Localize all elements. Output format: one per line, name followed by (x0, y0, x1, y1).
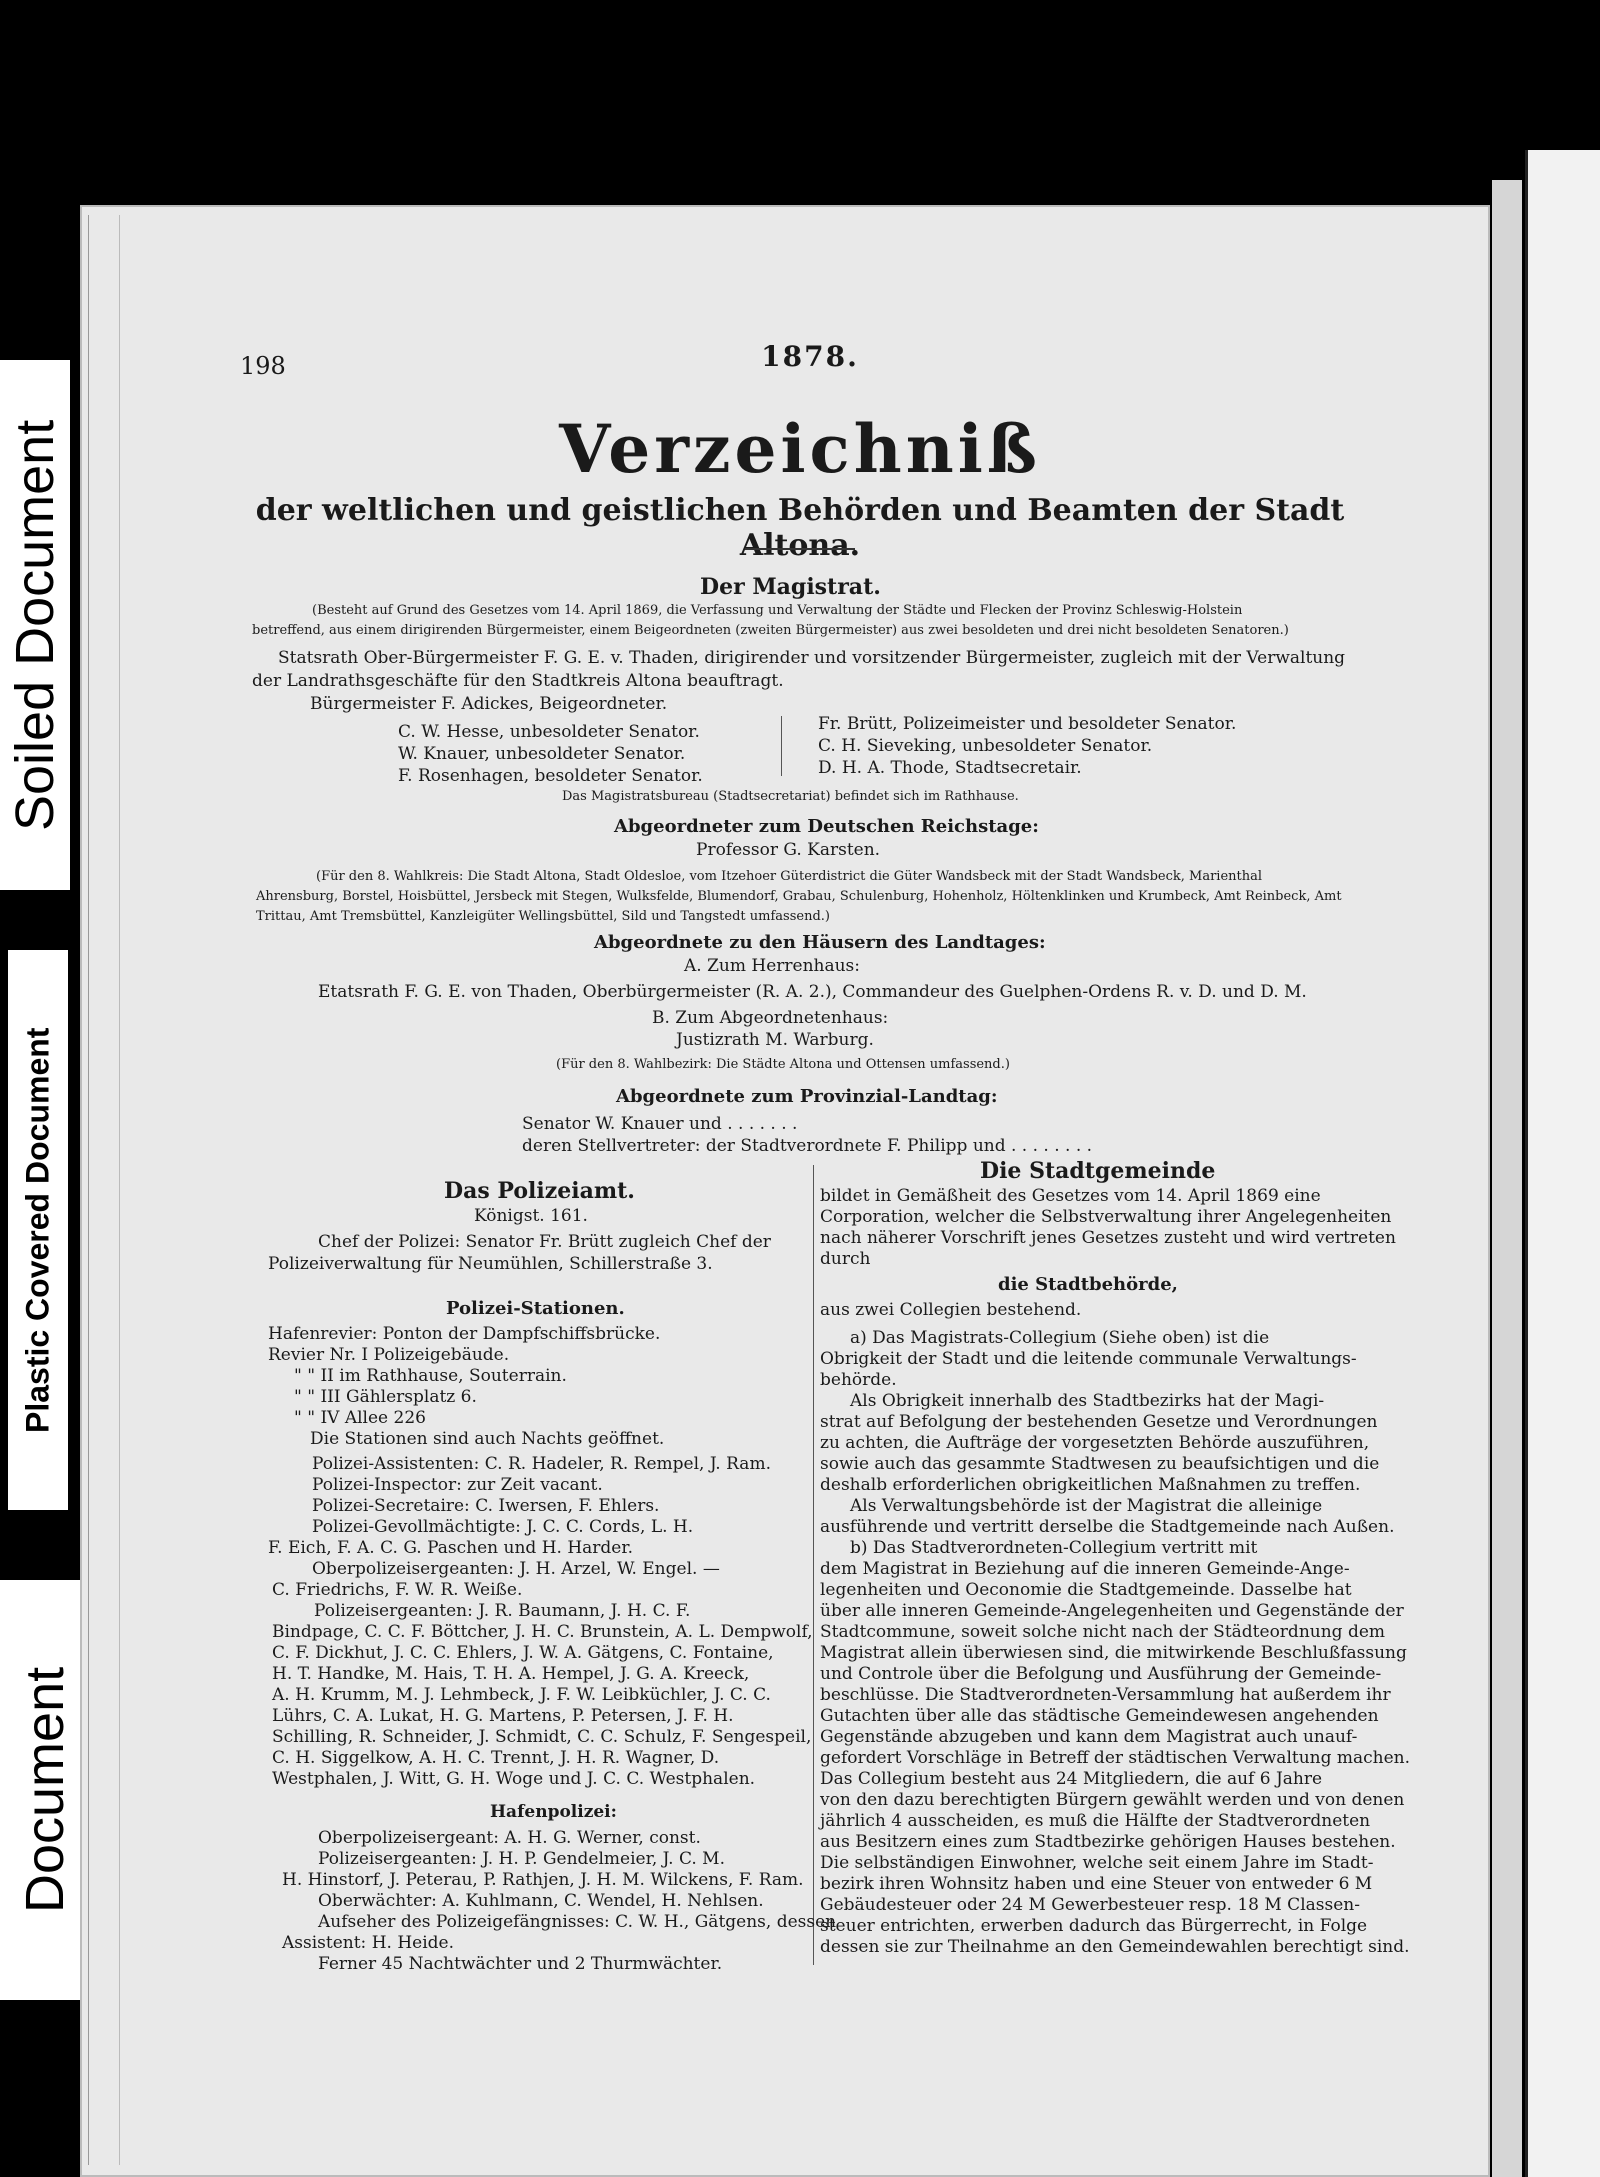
stadt-body-line: beschlüsse. Die Stadtverordneten-Versammlung hat außerdem ihr (820, 1685, 1391, 1705)
staff-10: C. F. Dickhut, J. C. C. Ehlers, J. W. A. Gätgens, C. Fontaine, (272, 1643, 774, 1663)
stadt-body-line: b) Das Stadtverordneten-Collegium vertritt mit (850, 1538, 1258, 1558)
hafenpolizei-heading: Hafenpolizei: (490, 1802, 617, 1822)
stadt-intro-1: bildet in Gemäßheit des Gesetzes vom 14. April 1869 eine (820, 1186, 1321, 1206)
stadt-body-line: Als Verwaltungsbehörde ist der Magistrat die alleinige (850, 1496, 1323, 1516)
staff-2: Polizei-Inspector: zur Zeit vacant. (312, 1475, 603, 1495)
staff-13: Lührs, C. A. Lukat, H. G. Martens, P. Petersen, J. F. H. (272, 1706, 734, 1726)
senator-right-3: D. H. A. Thode, Stadtsecretair. (818, 758, 1082, 778)
landtag-b-name: Justizrath M. Warburg. (676, 1030, 874, 1050)
stadt-intro-3: nach näherer Vorschrift jenes Gesetzes zusteht und wird vertreten (820, 1228, 1396, 1248)
stadt-body-line: behörde. (820, 1370, 897, 1390)
stadt-body-line: Stadtcommune, soweit solche nicht nach der Städteordnung dem (820, 1622, 1386, 1642)
senator-divider (781, 716, 782, 776)
stadt-body-line: a) Das Magistrats-Collegium (Siehe oben) ist die (850, 1328, 1270, 1348)
staff-16: Westphalen, J. Witt, G. H. Woge und J. C. C. Westphalen. (272, 1769, 756, 1789)
plastic-covered-label: Plastic Covered Document (8, 950, 68, 1510)
stadtbehoerde-heading: die Stadtbehörde, (998, 1274, 1178, 1295)
staff-8: Polizeisergeanten: J. R. Baumann, J. H. C. F. (314, 1601, 691, 1621)
magistrat-heading: Der Magistrat. (700, 574, 881, 600)
stadt-body-line: deshalb erforderlichen obrigkeitlichen Maßnahmen zu treffen. (820, 1475, 1361, 1495)
magistrat-note-1: (Besteht auf Grund des Gesetzes vom 14. April 1869, die Verfassung und Verwaltung der Städte und Flecken der Provinz Schleswig-Holstein (312, 603, 1243, 618)
stadt-body-line: dem Magistrat in Beziehung auf die inneren Gemeinde-Ange- (820, 1559, 1350, 1579)
facing-page (1525, 150, 1600, 2177)
reichstag-heading: Abgeordneter zum Deutschen Reichstage: (614, 816, 1039, 837)
senator-left-2: W. Knauer, unbesoldeter Senator. (398, 744, 686, 764)
stadt-body-line: jährlich 4 ausscheiden, es muß die Hälfte der Stadtverordneten (820, 1811, 1371, 1831)
senator-left-1: C. W. Hesse, unbesoldeter Senator. (398, 722, 700, 742)
magistrat-bureau: Das Magistratsbureau (Stadtsecretariat) befindet sich im Rathhause. (562, 789, 1019, 804)
staff-14: Schilling, R. Schneider, J. Schmidt, C. C. Schulz, F. Sengespeil, (272, 1727, 812, 1747)
stadt-body-line: Gegenstände abzugeben und kann dem Magistrat auch unauf- (820, 1727, 1358, 1747)
stadt-body-line: Die selbständigen Einwohner, welche seit einem Jahre im Stadt- (820, 1853, 1374, 1873)
station-2: Revier Nr. I Polizeigebäude. (268, 1345, 510, 1365)
provinzial-line-1: Senator W. Knauer und . . . . . . . (522, 1114, 798, 1134)
soiled-document-label: Soiled Document (0, 360, 70, 890)
stadt-body-line: Als Obrigkeit innerhalb des Stadtbezirks hat der Magi- (850, 1391, 1325, 1411)
polizeiamt-chef-1: Chef der Polizei: Senator Fr. Brütt zugleich Chef der (318, 1232, 771, 1252)
landtag-heading: Abgeordnete zu den Häusern des Landtages: (594, 932, 1046, 953)
station-3: " " II im Rathhause, Souterrain. (294, 1366, 567, 1386)
staff-9: Bindpage, C. C. F. Böttcher, J. H. C. Brunstein, A. L. Dempwolf, (272, 1622, 813, 1642)
year-heading: 1878. (761, 340, 859, 373)
landtag-note: (Für den 8. Wahlbezirk: Die Städte Altona und Ottensen umfassend.) (556, 1057, 1010, 1072)
station-6: Die Stationen sind auch Nachts geöffnet. (310, 1429, 665, 1449)
staff-3: Polizei-Secretaire: C. Iwersen, F. Ehlers. (312, 1496, 660, 1516)
stadt-body-line: Gutachten über alle das städtische Gemeindewesen angehenden (820, 1706, 1379, 1726)
magistrat-note-2: betreffend, aus einem dirigirenden Bürgermeister, einem Beigeordneten (zweiten Bürgermeister) aus zwei besoldeten und drei nicht besoldeten Senatoren.) (252, 623, 1289, 638)
stadt-body-line: und Controle über die Befolgung und Ausführung der Gemeinde- (820, 1664, 1382, 1684)
stadtbehoerde-intro: aus zwei Collegien bestehend. (820, 1300, 1082, 1320)
stadt-body-line: gefordert Vorschläge in Betreff der städtischen Verwaltung machen. (820, 1748, 1411, 1768)
hafen-3: H. Hinstorf, J. Peterau, P. Rathjen, J. H. M. Wilckens, F. Ram. (282, 1870, 804, 1890)
station-5: " " IV Allee 226 (294, 1408, 426, 1428)
staff-4: Polizei-Gevollmächtigte: J. C. C. Cords, L. H. (312, 1517, 694, 1537)
polizeiamt-address: Königst. 161. (474, 1206, 588, 1226)
stadt-body-line: von den dazu berechtigten Bürgern gewählt werden und von denen (820, 1790, 1405, 1810)
polizeiamt-heading: Das Polizeiamt. (444, 1178, 635, 1204)
senator-right-1: Fr. Brütt, Polizeimeister und besoldeter Senator. (818, 714, 1237, 734)
magistrat-line-1: Statsrath Ober-Bürgermeister F. G. E. v. Thaden, dirigirender und vorsitzender Bürgermeister, zugleich mit der Verwaltung (278, 648, 1346, 668)
stadt-intro-4: durch (820, 1249, 871, 1269)
hafen-2: Polizeisergeanten: J. H. P. Gendelmeier, J. C. M. (318, 1849, 725, 1869)
stadtgemeinde-heading: Die Stadtgemeinde (980, 1158, 1216, 1184)
stadt-body-line: bezirk ihren Wohnsitz haben und eine Steuer von entweder 6 M (820, 1874, 1373, 1894)
page-leaves (88, 215, 120, 2165)
staff-1: Polizei-Assistenten: C. R. Hadeler, R. Rempel, J. Ram. (312, 1454, 771, 1474)
hafen-4: Oberwächter: A. Kuhlmann, C. Wendel, H. Nehlsen. (318, 1891, 764, 1911)
station-4: " " III Gählersplatz 6. (294, 1387, 477, 1407)
reichstag-note-1: (Für den 8. Wahlkreis: Die Stadt Altona, Stadt Oldesloe, vom Itzehoer Güterdistrict die Güter Wandsbeck mit der Stadt Wandsbeck, Marienthal (316, 869, 1263, 884)
stadt-body-line: aus Besitzern eines zum Stadtbezirke gehörigen Hauses bestehen. (820, 1832, 1396, 1852)
landtag-b: B. Zum Abgeordnetenhaus: (652, 1008, 889, 1028)
polizeiamt-chef-2: Polizeiverwaltung für Neumühlen, Schillerstraße 3. (268, 1254, 713, 1274)
staff-15: C. H. Siggelkow, A. H. C. Trennt, J. H. R. Wagner, D. (272, 1748, 720, 1768)
provinzial-line-2: deren Stellvertreter: der Stadtverordnete F. Philipp und . . . . . . . . (522, 1136, 1093, 1156)
senator-right-2: C. H. Sieveking, unbesoldeter Senator. (818, 736, 1153, 756)
stadt-intro-2: Corporation, welcher die Selbstverwaltung ihrer Angelegenheiten (820, 1207, 1392, 1227)
stadt-body-line: Magistrat allein überwiesen sind, die mitwirkende Beschlußfassung (820, 1643, 1407, 1663)
hafen-5: Aufseher des Polizeigefängnisses: C. W. H., Gätgens, dessen (318, 1912, 837, 1932)
senator-left-3: F. Rosenhagen, besoldeter Senator. (398, 766, 703, 786)
stadt-body-line: Gebäudesteuer oder 24 M Gewerbesteuer resp. 18 M Classen- (820, 1895, 1360, 1915)
document-label: Document (0, 1580, 90, 2000)
staff-11: H. T. Handke, M. Hais, T. H. A. Hempel, J. G. A. Kreeck, (272, 1664, 750, 1684)
landtag-a-name: Etatsrath F. G. E. von Thaden, Oberbürgermeister (R. A. 2.), Commandeur des Guelphen-Ordens R. v. D. und D. M. (318, 982, 1307, 1002)
page-title: Verzeichniß (559, 410, 1041, 488)
stadt-body-line: legenheiten und Oeconomie die Stadtgemeinde. Dasselbe hat (820, 1580, 1352, 1600)
hafen-6: Assistent: H. Heide. (282, 1933, 454, 1953)
column-divider (813, 1165, 814, 1965)
stadt-body-line: zu achten, die Aufträge der vorgesetzten Behörde auszuführen, (820, 1433, 1370, 1453)
reichstag-name: Professor G. Karsten. (696, 840, 881, 860)
reichstag-note-3: Trittau, Amt Tremsbüttel, Kanzleigüter Wellingsbüttel, Sild und Tangstedt umfassend.) (256, 909, 830, 924)
page-subtitle: der weltlichen und geistlichen Behörden und Beamten der Stadt Altona. (255, 493, 1345, 563)
staff-5: F. Eich, F. A. C. G. Paschen und H. Harder. (268, 1538, 634, 1558)
stadt-body-line: ausführende und vertritt derselbe die Stadtgemeinde nach Außen. (820, 1517, 1395, 1537)
page-edge (1492, 180, 1522, 2177)
landtag-a: A. Zum Herrenhaus: (684, 956, 861, 976)
magistrat-line-2: der Landrathsgeschäfte für den Stadtkreis Altona beauftragt. (252, 671, 784, 691)
title-rule (745, 548, 855, 550)
staff-6: Oberpolizeisergeanten: J. H. Arzel, W. Engel. — (312, 1559, 720, 1579)
stadt-body-line: Obrigkeit der Stadt und die leitende communale Verwaltungs- (820, 1349, 1357, 1369)
staff-7: C. Friedrichs, F. W. R. Weiße. (272, 1580, 523, 1600)
stadt-body-line: dessen sie zur Theilnahme an den Gemeindewahlen berechtigt sind. (820, 1937, 1410, 1957)
stadt-body-line: Das Collegium besteht aus 24 Mitgliedern, die auf 6 Jahre (820, 1769, 1323, 1789)
provinzial-heading: Abgeordnete zum Provinzial-Landtag: (616, 1086, 998, 1107)
stadt-body-line: steuer entrichten, erwerben dadurch das Bürgerrecht, in Folge (820, 1916, 1368, 1936)
station-1: Hafenrevier: Ponton der Dampfschiffsbrücke. (268, 1324, 661, 1344)
staff-12: A. H. Krumm, M. J. Lehmbeck, J. F. W. Leibküchler, J. C. C. (272, 1685, 771, 1705)
hafen-1: Oberpolizeisergeant: A. H. G. Werner, const. (318, 1828, 701, 1848)
hafen-7: Ferner 45 Nachtwächter und 2 Thurmwächter. (318, 1954, 723, 1974)
stadt-body-line: sowie auch das gesammte Stadtwesen zu beaufsichtigen und die (820, 1454, 1380, 1474)
reichstag-note-2: Ahrensburg, Borstel, Hoisbüttel, Jersbeck mit Stegen, Wulksfelde, Blumendorf, Grabau, Schulenburg, Hohenholz, Höltenklinken und Krumbeck, Amt Reinbeck, Amt (256, 889, 1342, 904)
page-number: 198 (240, 352, 286, 380)
magistrat-line-3: Bürgermeister F. Adickes, Beigeordneter. (310, 694, 668, 714)
stations-heading: Polizei-Stationen. (446, 1298, 625, 1319)
stadt-body-line: über alle inneren Gemeinde-Angelegenheiten und Gegenstände der (820, 1601, 1404, 1621)
stadt-body-line: strat auf Befolgung der bestehenden Gesetze und Verordnungen (820, 1412, 1378, 1432)
